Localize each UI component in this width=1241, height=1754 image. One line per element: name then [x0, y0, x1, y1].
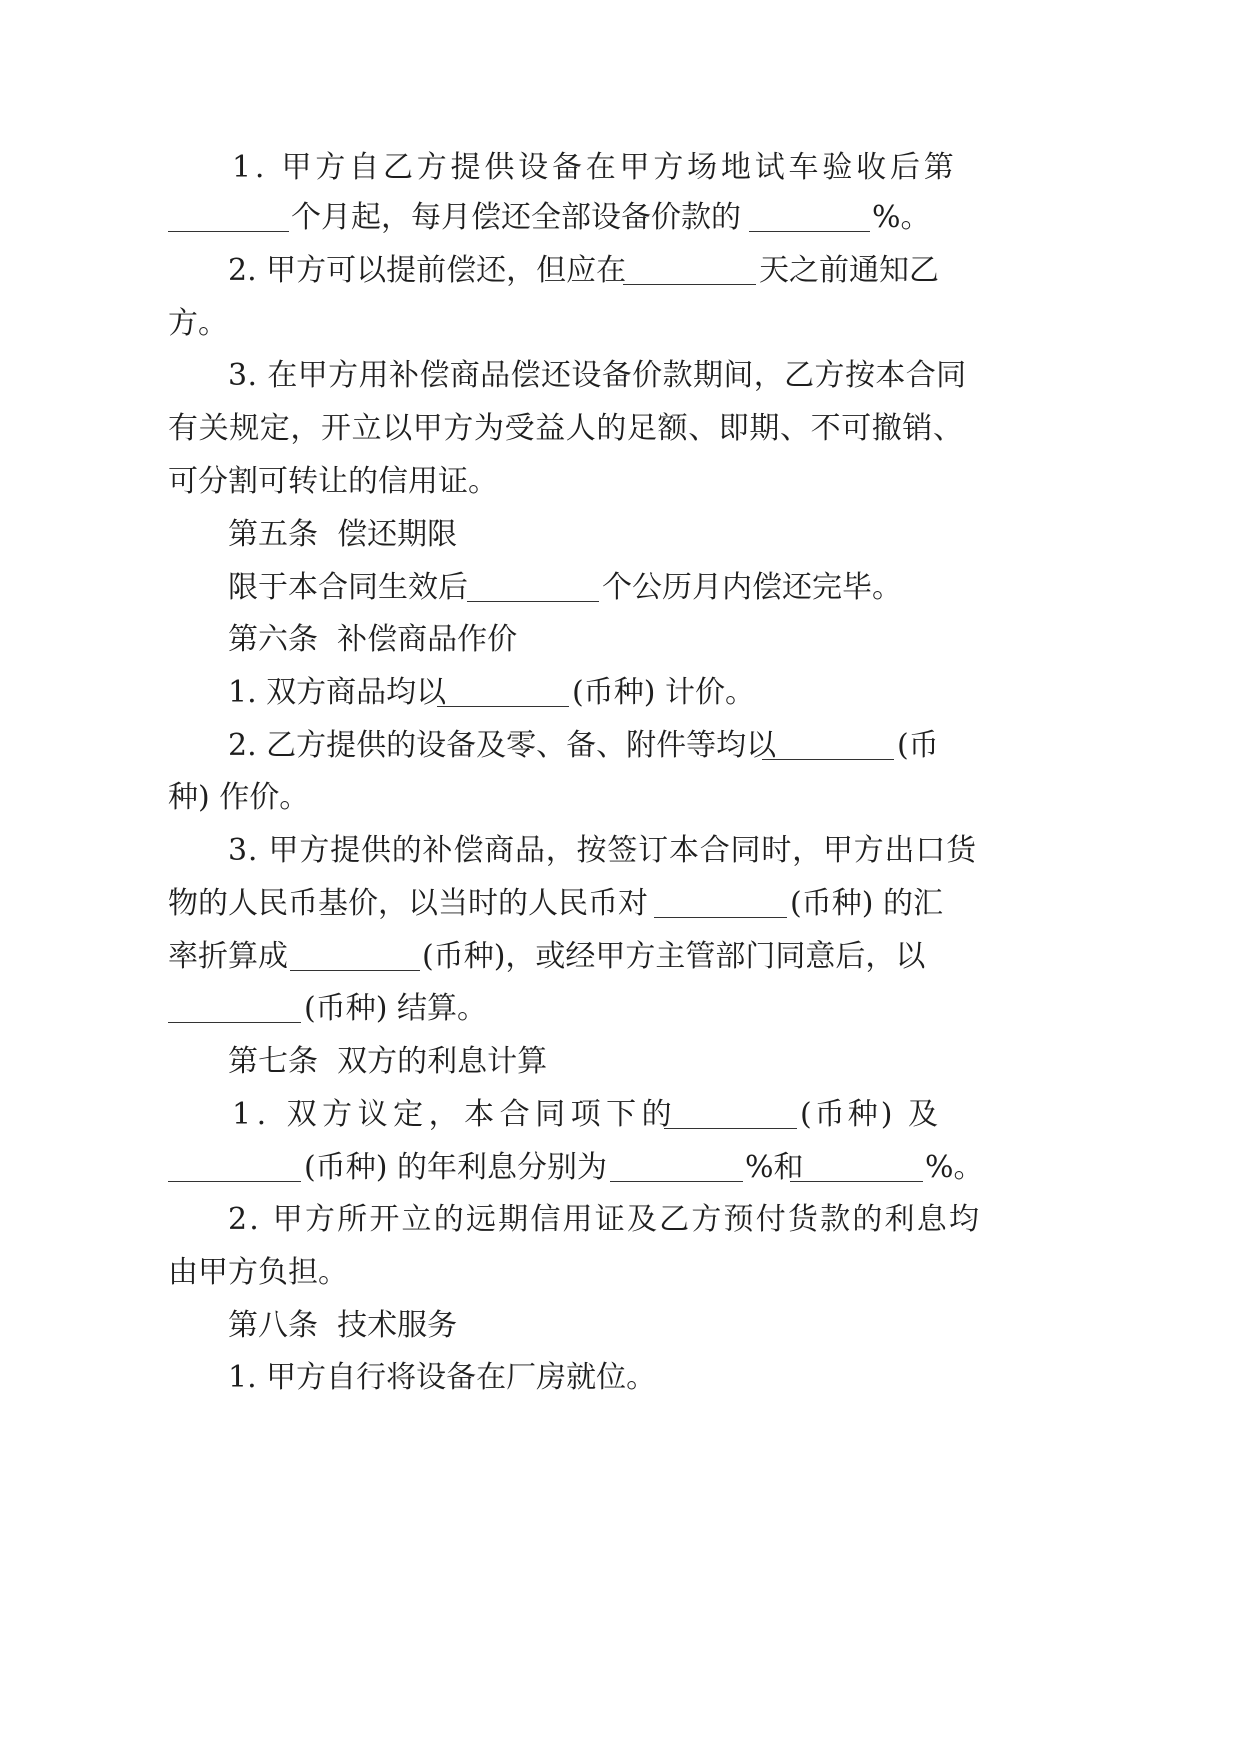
fill-in-blank [610, 1151, 743, 1182]
text-run: (币种) 及 [800, 1097, 941, 1132]
text-run: %和 [745, 1150, 804, 1185]
text-run: 天之前通知乙 [759, 253, 939, 288]
fill-in-blank [437, 676, 569, 707]
text-run: 3. 在甲方用补偿商品偿还设备价款期间，乙方按本合同 [228, 358, 967, 393]
text-run: 物的人民币基价，以当时的人民币对 [168, 886, 648, 921]
fill-in-blank [168, 992, 301, 1023]
text-run: (币种)，或经甲方主管部门同意后，以 [422, 939, 926, 974]
text-run: 方。 [168, 306, 228, 341]
text-run: 限于本合同生效后 [228, 570, 468, 605]
text-run: %。 [872, 200, 931, 235]
text-run: 1. 甲方自行将设备在厂房就位。 [228, 1360, 657, 1395]
fill-in-blank [467, 571, 599, 602]
text-run: 第五条 偿还期限 [228, 517, 458, 552]
fill-in-blank [654, 887, 787, 918]
text-run: 1. 双方议定，本合同项下的 [232, 1097, 678, 1132]
fill-in-blank [664, 1098, 797, 1129]
text-run: 2. 乙方提供的设备及零、备、附件等均以 [228, 728, 777, 763]
fill-in-blank [623, 254, 756, 285]
text-run: (币种) 结算。 [304, 991, 487, 1026]
fill-in-blank [762, 729, 894, 760]
text-run: 有关规定，开立以甲方为受益人的足额、即期、不可撤销、 [168, 411, 964, 446]
text-run: %。 [925, 1150, 984, 1185]
text-run: 1. 甲方自乙方提供设备在甲方场地试车验收后第 [232, 150, 958, 185]
text-run: 2. 甲方可以提前偿还，但应在 [228, 253, 627, 288]
text-run: 种) 作价。 [168, 780, 310, 815]
text-run: 第八条 技术服务 [228, 1308, 458, 1343]
text-run: (币种) 的年利息分别为 [304, 1150, 607, 1185]
text-run: (币种) 计价。 [572, 675, 755, 710]
text-run: 率折算成 [168, 939, 288, 974]
text-run: 可分割可转让的信用证。 [168, 464, 498, 499]
text-run: (币 [897, 728, 939, 763]
text-run: 个公历月内偿还完毕。 [602, 570, 902, 605]
fill-in-blank [790, 1151, 923, 1182]
fill-in-blank [290, 940, 420, 971]
fill-in-blank [749, 201, 870, 232]
text-run: 3. 甲方提供的补偿商品，按签订本合同时，甲方出口货 [228, 833, 977, 868]
text-run: 2. 甲方所开立的远期信用证及乙方预付货款的利息均 [228, 1202, 982, 1237]
text-run: 个月起，每月偿还全部设备价款的 [291, 200, 741, 235]
text-run: 1. 双方商品均以 [228, 675, 447, 710]
fill-in-blank [168, 1151, 301, 1182]
fill-in-blank [168, 201, 289, 232]
text-run: 由甲方负担。 [168, 1255, 348, 1290]
text-run: 第七条 双方的利息计算 [228, 1044, 548, 1079]
text-run: (币种) 的汇 [790, 886, 943, 921]
text-run: 第六条 补偿商品作价 [228, 622, 518, 657]
